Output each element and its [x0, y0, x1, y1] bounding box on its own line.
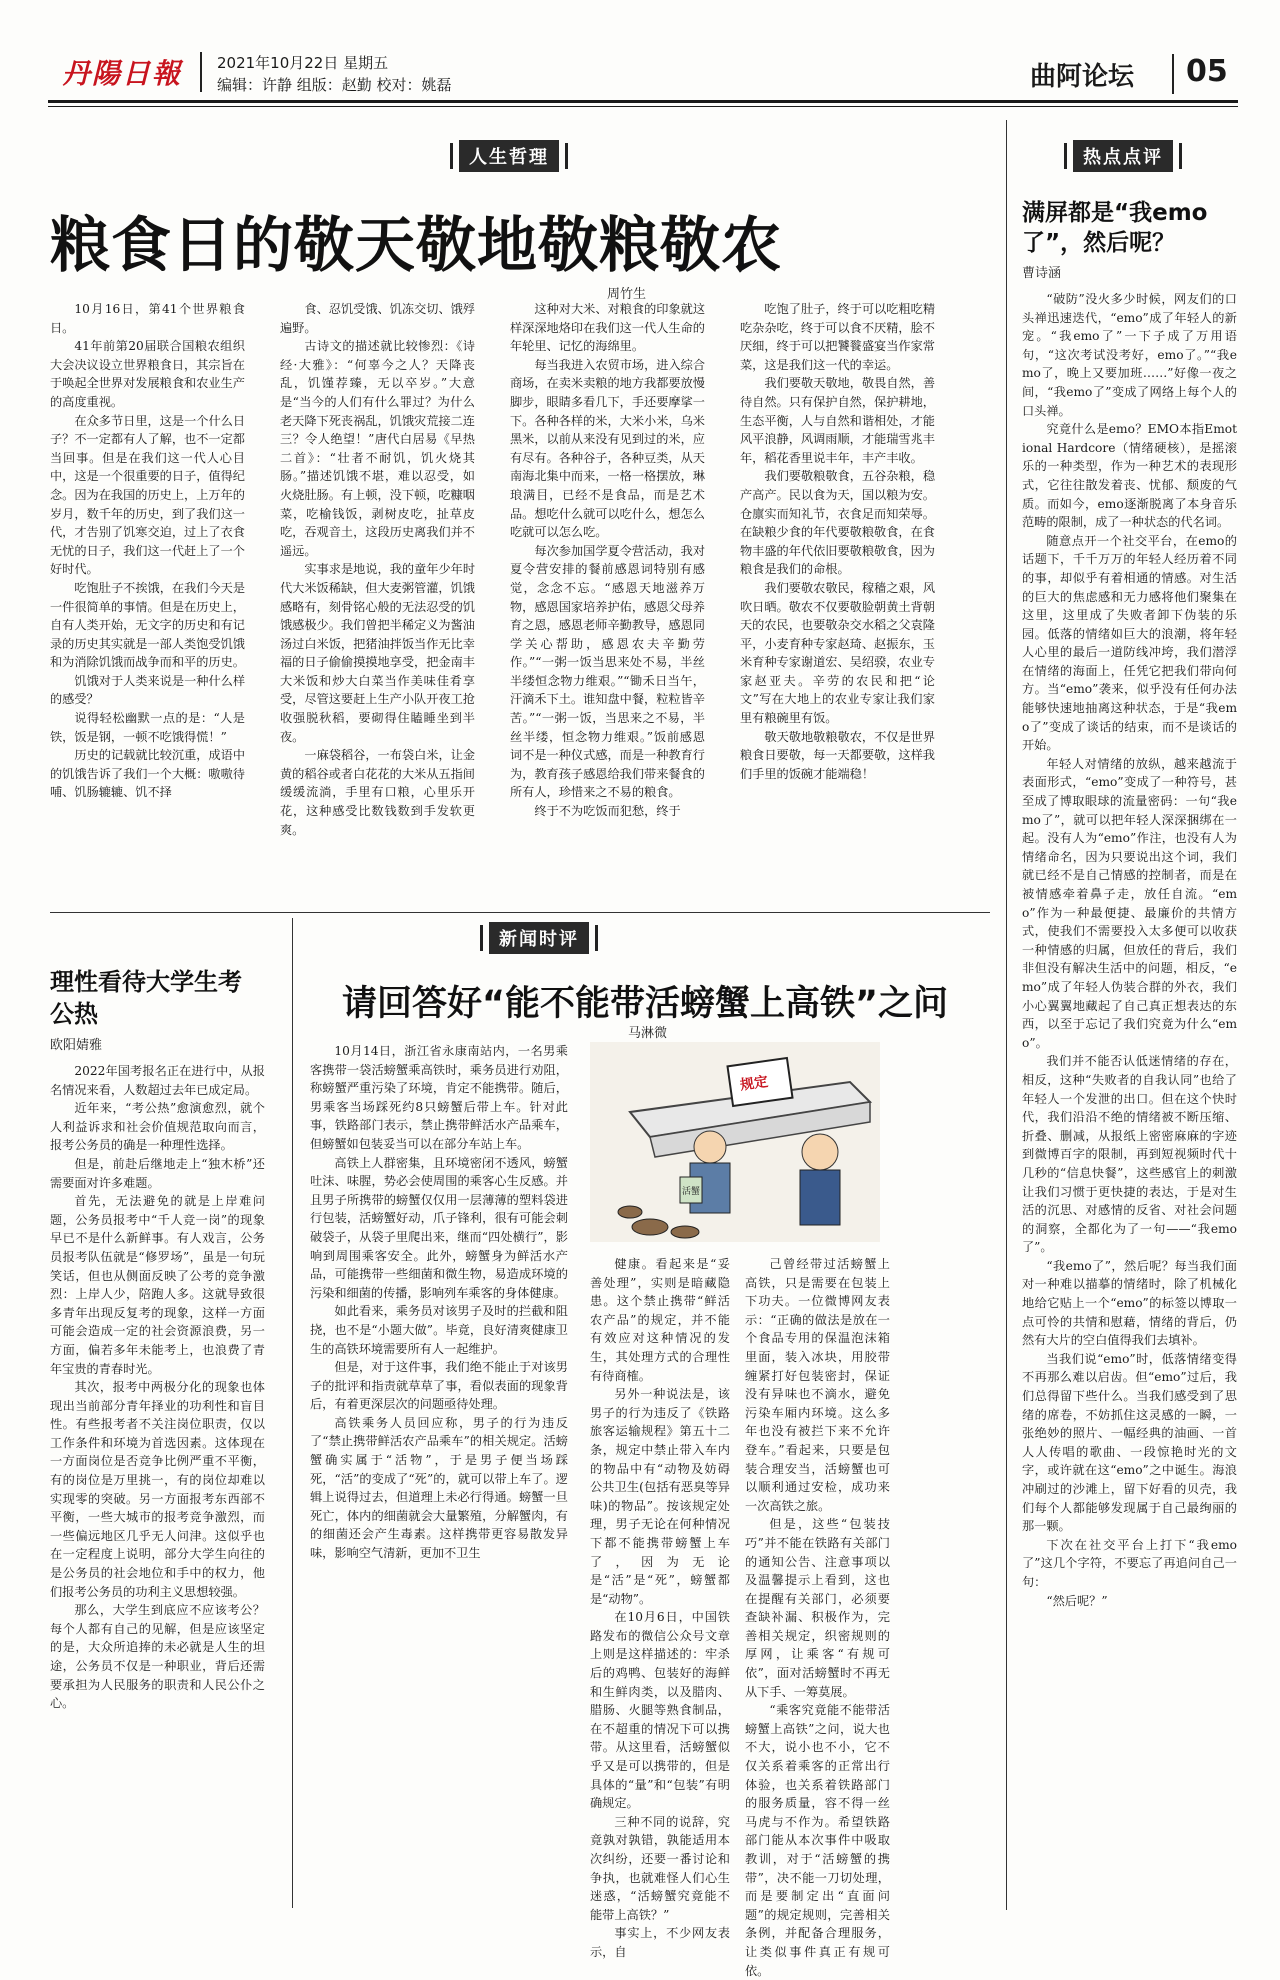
tag-bar [450, 143, 453, 169]
news-article-column-3 [745, 1255, 890, 1978]
paragraph: 食、忍饥受饿、饥冻交切、饿殍遍野。 [280, 302, 476, 335]
paragraph: 2022年国考报名正在进行中，从报名情况来看，人数超过去年已成定局。 [50, 1064, 265, 1097]
paragraph: 另外一种说法是，该男子的行为违反了《铁路旅客运输规程》第五十二条，规定中禁止带入车内的物品中有“动物及妨碍公共卫生(包括有恶臭等异味)的物品”。按该规定处理，男子无论在何种情况下都不能携带螃蟹上车了，因为无论是“活”是“死”，螃蟹都是“动物”。 [590, 1387, 730, 1606]
hot-topic-tag [1064, 140, 1182, 172]
hot-topic-title: 满屏都是“我emo了”，然后呢？ [1022, 200, 1208, 256]
paragraph: 在10月6日，中国铁路发布的微信公众号文章上则是这样描述的：牢杀后的鸡鸭、包装好的海鲜和生鲜肉类，以及腊肉、腊肠、火腿等熟食制品，在不超重的情况下可以携带。从这里看，活螃蟹似乎又是可以携带的，但是具体的“量”和“包装”有明确规定。 [590, 1610, 730, 1811]
paragraph: 41年前第20届联合国粮农组织大会决议设立世界粮食日，其宗旨在于唤起全世界对发展粮食和农业生产的高度重视。 [50, 339, 245, 409]
illustration-drawing [590, 1042, 880, 1242]
header-rule-thin [48, 106, 1238, 107]
paragraph: 饥饿对于人类来说是一种什么样的感受？ [50, 673, 246, 707]
section-separator [50, 912, 990, 913]
paragraph: 一麻袋稻谷，一布袋白米，让金黄的稻谷或者白花花的大米从五指间缓缓流淌，手里有口粮，心里乐开花，这种感受比数钱数到手发软更爽。 [280, 748, 476, 837]
editor-credits: 编辑：许静 组版：赵勤 校对：姚磊 [217, 76, 452, 94]
page-number: 05 [1186, 54, 1228, 89]
paragraph: 我们要敬天敬地，敬畏自然，善待自然。只有保护自然，保护耕地，生态平衡，人与自然和谐相处，才能风平浪静，风调雨顺，才能瑞雪兆丰年，稻花香里说丰年，丰产丰收。 [740, 376, 936, 465]
tag-label: 新闻时评 [489, 922, 589, 954]
paragraph: 事实上，不少网友表示，自 [590, 1926, 730, 1959]
paragraph: 近年来，“考公热”愈演愈烈，就个人利益诉求和社会价值规范取向而言，报考公务员的确是一种理性选择。 [50, 1101, 265, 1153]
tag-label: 热点点评 [1073, 140, 1173, 172]
paragraph: 吃饱肚子不挨饿，在我们今天是一件很简单的事情。但是在历史上，自有人类开始，无文字的历史和有记录的历史其实就是一部人类饱受饥饿和为消除饥饿而战争而和平的历史。 [50, 580, 246, 670]
sign-text: 规定 [739, 1073, 770, 1094]
paragraph: 下次在社交平台上打下“我emo了”这几个字符，不要忘了再追问自己一句： [1022, 1537, 1237, 1589]
paragraph: 但是，前赴后继地走上“独木桥”还需要面对许多难题。 [50, 1156, 265, 1190]
paragraph: 首先，无法避免的就是上岸难问题，公务员报考中“千人竞一岗”的现象早已不是什么新鲜事。有人戏言，公务员报考队伍就是“修罗场”，虽是一句玩笑话，但也从侧面反映了公考的竞争激烈：上岸人少，陪跑人多。这就导致很多青年出现反复考的现象，这样一方面可能会造成一定的社会资源浪费，另一方面，偏若多年未能考上，也浪费了青年宝贵的青春时光。 [50, 1194, 265, 1376]
paragraph: “乘客究竟能不能带活螃蟹上高铁”之问，说大也不大，说小也不小，它不仅关系着乘客的正常出行体验，也关系着铁路部门的服务质量，容不得一丝马虎与不作为。希望铁路部门能从本次事件中吸取教训，对于“活螃蟹的携带”，决不能一刀切处理，而是要制定出“直面问题”的规定规则，完善相关条例，并配备合理服务，让类似事件真正有规可依。 [745, 1703, 890, 1978]
masthead [0, 0, 1280, 100]
paragraph: 三种不同的说辞，究竟孰对孰错，孰能适用本次纠纷，还要一番讨论和争执，也就难怪人们心生迷惑，“活螃蟹究竟能不能带上高铁？” [590, 1814, 730, 1922]
hot-topic-author: 曹诗涵 [1022, 266, 1062, 281]
paragraph: 我们要敬粮敬食，五谷杂粮，稳产高产。民以食为天，国以粮为安。仓廪实而知礼节，衣食足而知荣辱。在缺粮少食的年代要敬粮敬食，在食物丰盛的年代依旧要敬粮敬食，因为粮食是我们的命根。 [740, 469, 936, 577]
paragraph: 随意点开一个社交平台，在emo的话题下，千千万万的年轻人经历着不同的事，却似乎有着相通的情感。对生活的巨大的焦虑感和无力感将他们聚集在这里，这里成了失败者卸下伪装的乐园。低落的情绪如巨大的浪潮，将年轻人心里的最后一道防线冲垮，我们潜浮在情绪的海面上，任凭它把我们带向何方。当“emo”袭来，似乎没有任何办法能够快速地抽离这种状态，于是“我emo了”变成了谈话的结束，而不是谈话的开始。 [1022, 533, 1237, 753]
paragraph: “然后呢？” [1046, 1593, 1108, 1608]
bag-text: 活蟹 [682, 1187, 701, 1197]
paragraph: 那么，大学生到底应不应该考公？每个人都有自己的见解，但是应该坚定的是，大众所追捧的未必就是人生的坦途，公务员不仅是一种职业，背后还需要承担为人民服务的职责和人民公仆之心。 [50, 1603, 265, 1711]
main-article-title: 粮食日的敬天敬地敬粮敬农 [50, 211, 782, 281]
issue-date: 2021年10月22日 星期五 [217, 54, 389, 72]
right-column-divider [1006, 120, 1007, 1910]
paragraph: 但是，这些“包装技巧”并不能在铁路有关部门的通知公告、注意事项以及温馨提示上看到，这也在提醒有关部门，必须要查缺补漏、积极作为，完善相关规定，织密规则的厚网，让乘客“有规可依”，面对活螃蟹时不再无从下手、一筹莫展。 [745, 1517, 890, 1699]
tag-bar [565, 143, 568, 169]
paragraph: 我们并不能否认低迷情绪的存在，相反，这种“失败者的自我认同”也给了年轻人一个发泄的出口。但在这个快时代，我们沿沿不绝的情绪被不断压缩、折叠、删减，从报纸上密密麻麻的字迹到微博百字的限制，再到短视频时代十几秒的“信息快餐”，这些感官上的刺激让我们习惯于更快捷的表达，于是对生活的沉思、对感情的反省、对社会问题的洞察，全都化为了一句——“我emo了”。 [1022, 1054, 1237, 1255]
main-article-column-2 [280, 300, 475, 895]
paragraph: 如此看来，乘务员对该男子及时的拦截和阻挠，也不是“小题大做”。毕竟，良好清爽健康卫生的高铁环境需要所有人一起维护。 [310, 1304, 568, 1356]
paragraph: 吃饱了肚子，终于可以吃粗吃精吃杂杂吃，终于可以食不厌精，脍不厌细，终于可以把饕餮盛宴当作家常菜，这是我们这一代的幸运。 [740, 302, 936, 372]
news-article-column-1 [310, 1042, 568, 1912]
tag-bar [1064, 143, 1067, 169]
commentary-author: 欧阳婧雅 [50, 1038, 103, 1053]
masthead-divider [200, 52, 202, 92]
paragraph: 在众多节日里，这是一个什么日子？不一定都有人了解，也不一定都当回事。但是在我们这一代人心目中，这是一个很重要的日子，值得纪念。因为在我国的历史上，上万年的岁月，数千年的历史，到了我们这一代，才告别了饥寒交迫，过上了衣食无忧的日子，我们这一代赶上了一个好时代。 [50, 413, 246, 577]
paragraph: 10月14日，浙江省永康南站内，一名男乘客携带一袋活螃蟹乘高铁时，乘务员进行劝阻，称螃蟹严重污染了环境，肯定不能携带。随后，男乘客当场踩死约8只螃蟹后带上车。针对此事，铁路部门表示，禁止携带鲜活水产品乘车，但螃蟹如包装妥当可以在部分车站上车。 [310, 1044, 568, 1151]
crab-train-illustration [590, 1042, 880, 1242]
news-article-tag [480, 922, 598, 954]
tag-label: 人生哲理 [459, 140, 559, 172]
dateline [217, 52, 452, 96]
main-article-column-4 [740, 300, 935, 895]
paragraph: 年轻人对情绪的放纵，越来越流于表面形式，“emo”变成了一种符号，甚至成了博取眼球的流量密码：一句“我emo了”，就可以把年轻人深深捆绑在一起。没有人为“emo”作注，也没有人为情绪命名，因为只要说出这个词，我们就已经不是自己情感的控制者，而是在被情感牵着鼻子走，放任自流。“emo”作为一种最便捷、最廉价的共情方式，使我们不需要投入太多便可以收获一种情感的归属，但放任的背后，我们非但没有解决生活中的问题，相反，“emo”成了年轻人伪装合群的外衣，我们小心翼翼地藏起了自己真正想表达的东西，以至于忘记了我们究竟为什么“emo”。 [1022, 756, 1237, 1050]
paragraph: 这种对大米、对粮食的印象就这样深深地烙印在我们这一代人生命的年轮里、记忆的海绵里。 [510, 302, 706, 354]
section-title: 曲阿论坛 [1030, 62, 1135, 92]
news-article-author: 马淋微 [628, 1026, 668, 1041]
paragraph: 我们要敬农敬民，稼穑之艰，风吹日晒。敬农不仅要敬脸朝黄土背朝天的农民，也要敬杂交水稻之父袁隆平，小麦育种专家赵琦、赵振东，玉米育种专家谢道宏、吴绍骙，农业专家赵亚夫。辛劳的农民和把“论文”写在大地上的农业专家让我们家里有粮碗里有饭。 [740, 580, 936, 726]
paragraph: 古诗文的描述就比较惨烈：《诗经·大雅》：“何辜今之人？天降丧乱，饥馑荐臻，无以卒岁。”大意是“当今的人们有什么罪过？为什么老天降下死丧祸乱，饥饿灾荒接二连三？令人绝望！”唐代白居易《早热二首》：“壮者不耐饥，饥火烧其肠。”描述饥饿不堪，难以忍受，如火烧肚肠。有上顿，没下顿，吃糠咽菜，吃榆钱饭，剥树皮吃，扯草皮吃，吞观音土，这段历史离我们并不遥远。 [280, 339, 475, 558]
paragraph: “破防”没火多少时候，网友们的口头禅迅速迭代，“emo”成了年轻人的新宠。“我emo了”一下子成了万用语句，“这次考试没考好，emo了。”“我emo了，晚上又要加班……”好像一夜之间，“我emo了”变成了网络上每个人的口头禅。 [1022, 292, 1237, 418]
paragraph: 高铁上人群密集，且环境密闭不透风，螃蟹吐沫、味腥，势必会使周围的乘客心生反感。并且男子所携带的螃蟹仅仅用一层薄薄的塑料袋进行包装，活螃蟹好动，爪子锋利，很有可能会刺破袋子，从袋子里爬出来，继而“四处横行”，影响到周围乘客安全。此外，螃蟹身为鲜活水产品，可能携带一些细菌和微生物，易造成环境的污染和细菌的传播，影响列车乘客的身体健康。 [310, 1155, 568, 1300]
paragraph: 己曾经带过活螃蟹上高铁，只是需要在包装上下功夫。一位微博网友表示：“正确的做法是放在一个食品专用的保温泡沫箱里面，装入冰块，用胶带缠紧打好包装密封，保证没有异味也不滴水，避免污染车厢内环境。这么多年也没有被拦下来不允许登车。”看起来，只要是包装合理安当，活螃蟹也可以顺利通过安检，成功来一次高铁之旅。 [745, 1257, 890, 1513]
hot-topic-body [1022, 290, 1237, 1910]
commentary-body [50, 1062, 265, 1912]
paragraph: 每次参加国学夏令营活动，我对夏令营安排的餐前感恩词特别有感觉，念念不忘。“感恩天地滋养万物，感恩国家培养护佑，感恩父母养育之恩，感恩老师辛勤教导，感恩同学关心帮助，感恩农夫辛勤劳作。”“一粥一饭当思来处不易，半丝半缕恒念物力维艰。”“锄禾日当午，汗滴禾下土。谁知盘中餐，粒粒皆辛苦。”“一粥一饭，当思来之不易，半丝半缕，恒念物力维艰。”饭前感恩词不是一种仪式感，而是一种教育行为，教育孩子感恩给我们带来餐食的所有人，珍惜来之不易的粮食。 [510, 543, 706, 800]
paragraph: 实事求是地说，我的童年少年时代大米饭稀缺，但大麦粥管灌，饥饿感略有，刻骨铭心般的无法忍受的饥饿感极少。我们曾把半稀定义为酱油汤过白米饭，把猪油拌饭当作无比幸福的日子偷偷摸摸地享受，把金南丰大米饭和炒大白菜当作美味佳肴享受，尽管这要赶上生产小队开夜工抢收强脱秋稻，要砌得住瞌睡坐到半夜。 [280, 562, 476, 744]
paragraph: 每当我进入农贸市场，进入综合商场，在卖米卖粮的地方我都要放慢脚步，眼睛多看几下，手还要摩挲一下。各种各样的米，大米小米，乌米黑米，以前从来没有见到过的米，应有尽有。各种谷子，各种豆类，从天南海北集中而来，一格一格摆放，琳琅满目，已经不是食品，而是艺术品。想吃什么就可以吃什么，想怎么吃就可以怎么吃。 [510, 357, 706, 540]
tag-bar [480, 925, 483, 951]
paragraph: 究竟什么是emo？EMO本指Emotional Hardcore（情绪硬核），是摇滚乐的一种类型，作为一种艺术的表现形式，它往往散发着丧、忧郁、颓废的气质。而如今，emo逐渐脱离了本身音乐范畴的限制，成了一种状态的代名词。 [1022, 422, 1237, 530]
paragraph: 历史的记载就比较沉重，成语中的饥饿告诉了我们一个大概：嗷嗷待哺、饥肠辘辘、饥不择 [50, 748, 246, 800]
page-divider [1172, 54, 1174, 94]
news-article-title: 请回答好“能不能带活螃蟹上高铁”之问 [342, 984, 949, 1024]
header-rule [48, 100, 1238, 103]
main-article-tag [450, 140, 568, 172]
newspaper-logo: 丹陽日報 [62, 57, 183, 90]
paragraph: 高铁乘务人员回应称，男子的行为违反了“禁止携带鲜活农产品乘车”的相关规定。活螃蟹确实属于“活物”，于是男子便当场踩死，“活”的变成了“死”的，就可以带上车了。逻辑上说得过去，但道理上未必行得通。螃蟹一旦死亡，体内的细菌就会大量繁殖，分解蟹肉，有的细菌还会产生毒素。这样携带更容易散发异味，影响空气清新，更加不卫生 [310, 1415, 568, 1561]
main-article-column-1 [50, 300, 245, 895]
main-article-author: 周竹生 [607, 287, 647, 302]
paragraph: 说得轻松幽默一点的是：“人是铁，饭是钢，一顿不吃饿得慌！” [50, 711, 245, 744]
paragraph: 其次，报考中两极分化的现象也体现出当前部分青年择业的功利性和盲目性。有些报考者不关注岗位职责，仅以工作条件和环境为首选因素。这体现在一方面岗位是否竞争比例严重不平衡，有的岗位是万里挑一，有的岗位却难以实现零的突破。另一方面报考东西部不平衡，一些大城市的报考竞争激烈，而一些偏远地区几乎无人问津。这似乎也在一定程度上说明，部分大学生向往的是公务员的社会地位和手中的权力，他们报考公务员的功利主义思想较强。 [50, 1380, 265, 1599]
tag-bar [1179, 143, 1182, 169]
commentary-divider [292, 918, 293, 1908]
paragraph: 敬天敬地敬粮敬农，不仅是世界粮食日要敬，每一天都要敬，这样我们手里的饭碗才能端稳！ [740, 729, 936, 781]
news-article-column-2 [590, 1255, 730, 1959]
commentary-title: 理性看待大学生考公热 [50, 968, 242, 1028]
paragraph: 健康。看起来是“妥善处理”，实则是暗藏隐患。这个禁止携带“鲜活农产品”的规定，并不能有效应对这种情况的发生，其处理方式的合理性有待商榷。 [590, 1257, 730, 1383]
paragraph: “我emo了”，然后呢？每当我们面对一种难以描摹的情绪时，除了机械化地给它贴上一个“emo”的标签以博取一点可怜的共情和慰藉，情绪的背后，仍然有大片的空白值得我们去填补。 [1022, 1258, 1237, 1348]
paragraph: 终于不为吃饭而犯愁，终于 [534, 804, 681, 819]
paragraph: 但是，对于这件事，我们绝不能止于对该男子的批评和指责就草草了事，看似表面的现象背后，有着更深层次的问题亟待处理。 [310, 1360, 568, 1412]
main-article-column-3 [510, 300, 705, 895]
tag-bar [595, 925, 598, 951]
paragraph: 10月16日，第41个世界粮食日。 [50, 302, 245, 335]
paragraph: 当我们说“emo”时，低落情绪变得不再那么难以启齿。但“emo”过后，我们总得留下些什么。当我们感受到了思绪的席卷，不妨抓住这灵感的一瞬，一张绝妙的照片、一幅经典的油画、一首人人传唱的歌曲、一段惊艳时光的文字，或许就在这“emo”之中诞生。海浪冲刷过的沙滩上，留下好看的贝壳，我们每个人都能够发现属于自己最绚丽的那一颗。 [1022, 1351, 1237, 1534]
